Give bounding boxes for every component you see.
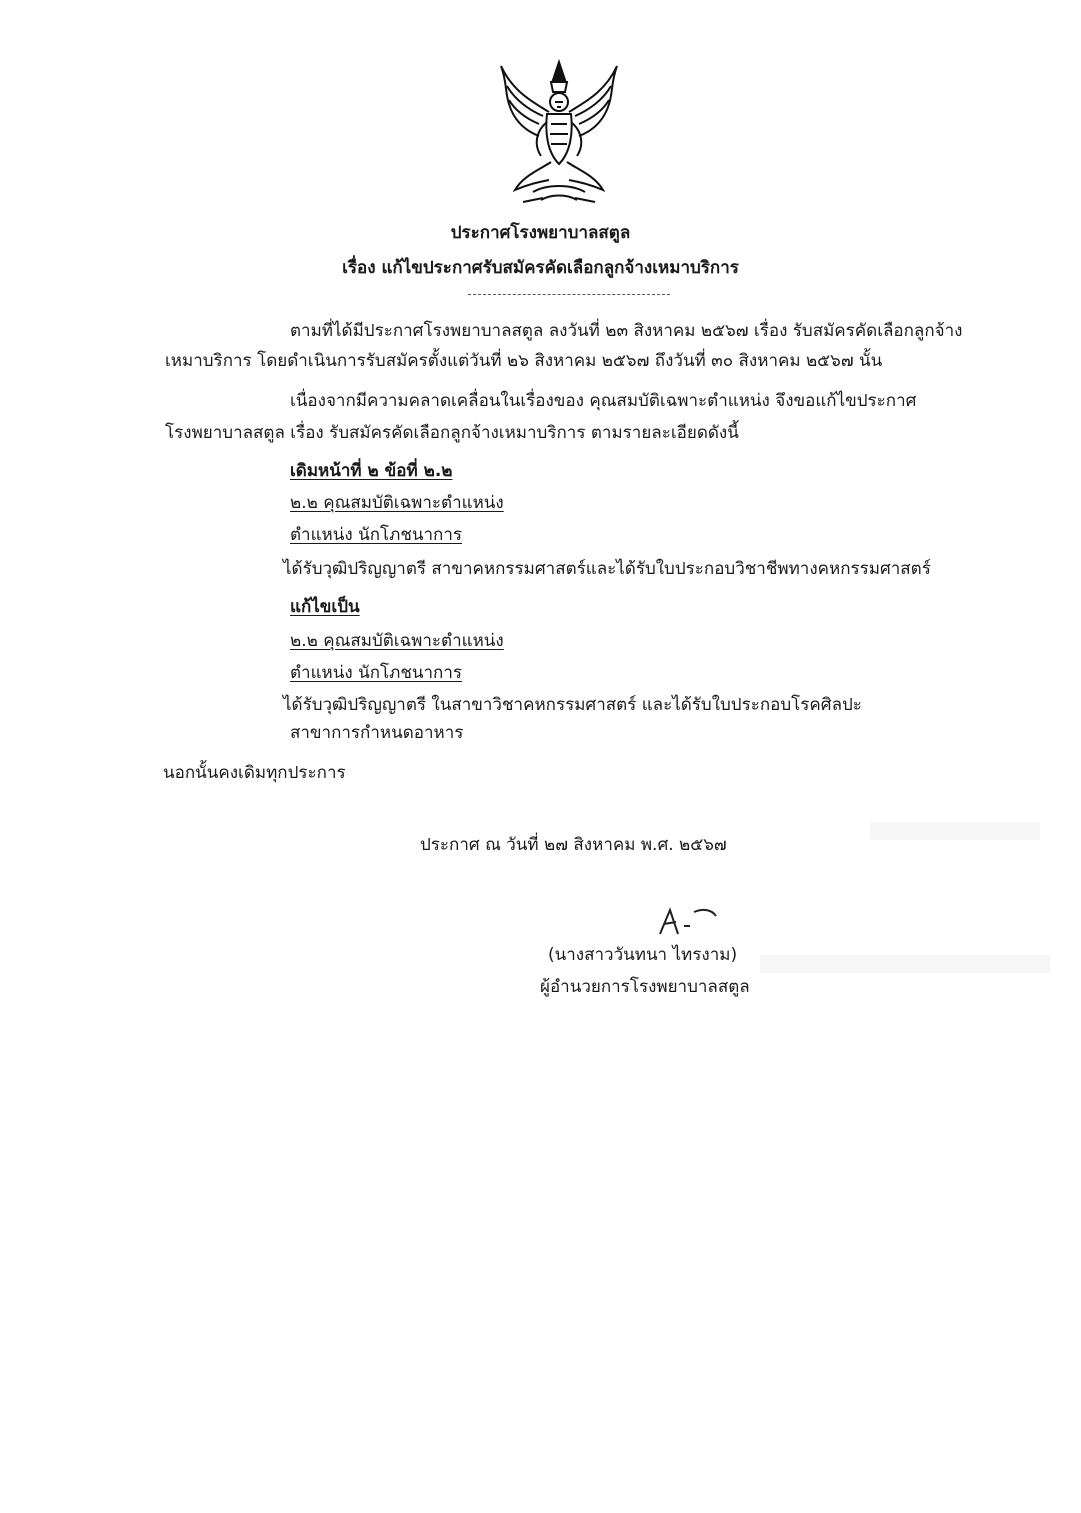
document-org-title: ประกาศโรงพยาบาลสตูล xyxy=(450,223,631,243)
corrected-heading: แก้ไขเป็น xyxy=(290,597,360,617)
announce-date: ประกาศ ณ วันที่ ๒๗ สิงหาคม พ.ศ. ๒๕๖๗ xyxy=(420,835,727,855)
corrected-qualification-line-1: ได้รับวุฒิปริญญาตรี ในสาขาวิชาคหกรรมศาสตร์ และได้รับใบประกอบโรคศิลปะ xyxy=(283,695,862,715)
bleed-through-mark xyxy=(870,822,1040,840)
original-section-title: ๒.๒ คุณสมบัติเฉพาะตำแหน่ง xyxy=(290,493,504,513)
original-heading: เดิมหน้าที่ ๒ ข้อที่ ๒.๒ xyxy=(290,461,453,481)
paragraph-2-line-2: โรงพยาบาลสตูล เรื่อง รับสมัครคัดเลือกลูกจ้างเหมาบริการ ตามรายละเอียดดังนี้ xyxy=(165,423,739,443)
signer-name: (นางสาววันทนา ไทรงาม) xyxy=(548,945,738,965)
bleed-through-mark xyxy=(760,955,1050,973)
paragraph-1-line-2: เหมาบริการ โดยดำเนินการรับสมัครตั้งแต่วันที่ ๒๖ สิงหาคม ๒๕๖๗ ถึงวันที่ ๓๐ สิงหาคม ๒๕๖๗ นั้น xyxy=(165,351,883,371)
header-divider xyxy=(468,294,670,295)
paragraph-2-line-1: เนื่องจากมีความคลาดเคลื่อนในเรื่องของ คุณสมบัติเฉพาะตำแหน่ง จึงขอแก้ไขประกาศ xyxy=(290,391,917,411)
closing-statement: นอกนั้นคงเดิมทุกประการ xyxy=(163,763,346,783)
original-qualification: ได้รับวุฒิปริญญาตรี สาขาคหกรรมศาสตร์และได้รับใบประกอบวิชาชีพทางคหกรรมศาสตร์ xyxy=(283,559,931,579)
corrected-position: ตำแหน่ง นักโภชนาการ xyxy=(290,663,463,683)
original-position: ตำแหน่ง นักโภชนาการ xyxy=(290,525,463,545)
garuda-emblem-icon xyxy=(493,52,625,212)
handwritten-signature xyxy=(650,904,720,938)
corrected-qualification-line-2: สาขาการกำหนดอาหาร xyxy=(290,723,464,743)
document-subject: เรื่อง แก้ไขประกาศรับสมัครคัดเลือกลูกจ้างเหมาบริการ xyxy=(342,258,739,278)
paragraph-1-line-1: ตามที่ได้มีประกาศโรงพยาบาลสตูล ลงวันที่ ๒๓ สิงหาคม ๒๕๖๗ เรื่อง รับสมัครคัดเลือกลูกจ้าง xyxy=(290,321,963,341)
signer-title: ผู้อำนวยการโรงพยาบาลสตูล xyxy=(540,977,750,997)
corrected-section-title: ๒.๒ คุณสมบัติเฉพาะตำแหน่ง xyxy=(290,631,504,651)
